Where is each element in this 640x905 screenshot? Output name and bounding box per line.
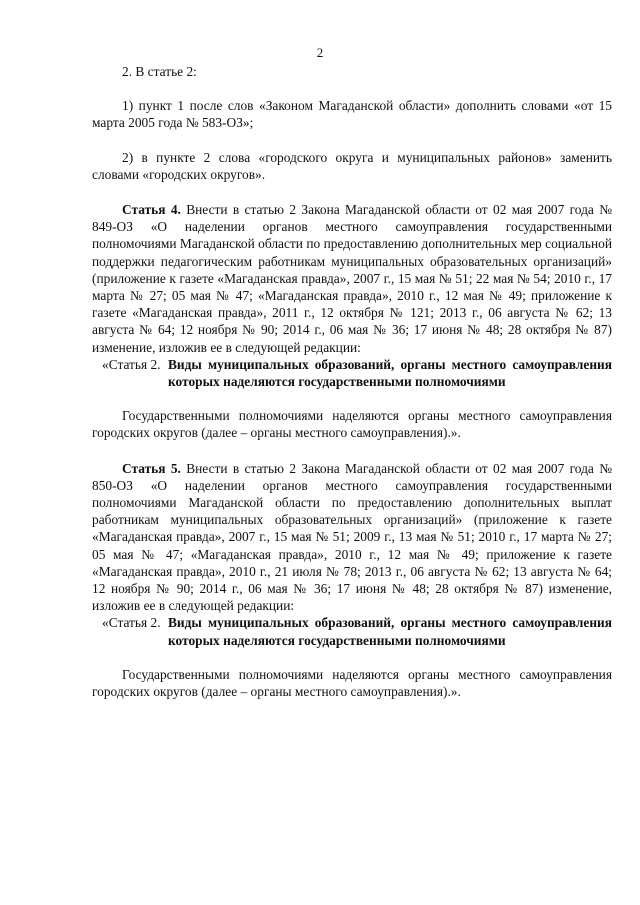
article-5-text: Внести в статью 2 Закона Магаданской области от 02 мая 2007 года № 850-ОЗ «О наделении органов местного самоуправления государственными полномочиями Магаданской области по предоставлению дополнительных выплат работникам муниципальных образовательных организаций» (приложение к газете «Магаданская правда», 2007 г., 15 мая № 51; 2009 г., 13 мая № 51; 2010 г., 17 марта № 27; 05 мая № 47; «Магаданская правда», 2010 г., 12 мая № 49; приложение к газете «Магаданская правда», 2010 г., 21 июля № 78; 2013 г., 06 августа № 62; 13 августа № 64; 12 ноября № 90; 2014 г., 06 мая № 36; 17 июня № 48; 28 октября № 87) изменение, изложив ее в следующей редакции: — [92, 460, 612, 614]
page-number: 2 — [316, 45, 324, 60]
item2-subitem-1: 1) пункт 1 после слов «Законом Магаданской области» дополнить словами «от 15 марта 2005 года № 583-ОЗ»; — [92, 98, 612, 131]
item2-subitem-2: 2) в пункте 2 слова «городского округа и муниципальных районов» заменить словами «городских округов». — [92, 149, 612, 182]
article-4-closing: Государственными полномочиями наделяются органы местного самоуправления городских округов (далее – органы местного самоуправления).». — [92, 408, 612, 441]
article-4-quote-title: Виды муниципальных образований, органы местного самоуправления которых наделяются государственными полномочиями — [168, 356, 612, 390]
article-4-text: Внести в статью 2 Закона Магаданской области от 02 мая 2007 года № 849-ОЗ «О наделении органов местного самоуправления государственными полномочиями Магаданской области по предоставлению дополнительных мер социальной поддержки педагогическим работникам муниципальных образовательных организаций» (приложение к газете «Магаданская правда», 2007 г., 15 мая № 51; 22 мая № 54; 2010 г., 17 марта № 27; 05 мая № 47; «Магаданская правда», 2010 г., 12 мая № 49; приложение к газете «Магаданская правда», 2011 г., 12 октября № 121; 2013 г., 06 августа № 62; 13 августа № 64; 12 ноября № 90; 2014 г., 06 мая № 36; 17 июня № 48; 28 октября № 87) изменение, изложив ее в следующей редакции: — [92, 202, 612, 355]
article-5-quote-lead: «Статья 2. — [102, 615, 161, 631]
article-5-label: Статья 5. — [122, 460, 181, 476]
article-5-paragraph — [92, 460, 612, 615]
article-4-label: Статья 4. — [122, 202, 181, 218]
article-4-paragraph — [92, 201, 612, 356]
article-4-quote-lead: «Статья 2. — [102, 356, 161, 372]
document-body — [92, 63, 612, 700]
article-5-quote-title: Виды муниципальных образований, органы местного самоуправления которых наделяются государственными полномочиями — [168, 615, 612, 648]
item2-heading: 2. В статье 2: — [122, 64, 197, 79]
article-5-closing: Государственными полномочиями наделяются органы местного самоуправления городских округов (далее – органы местного самоуправления).». — [92, 666, 612, 700]
article-5-quote — [92, 614, 612, 648]
article-4-quote — [92, 356, 612, 390]
